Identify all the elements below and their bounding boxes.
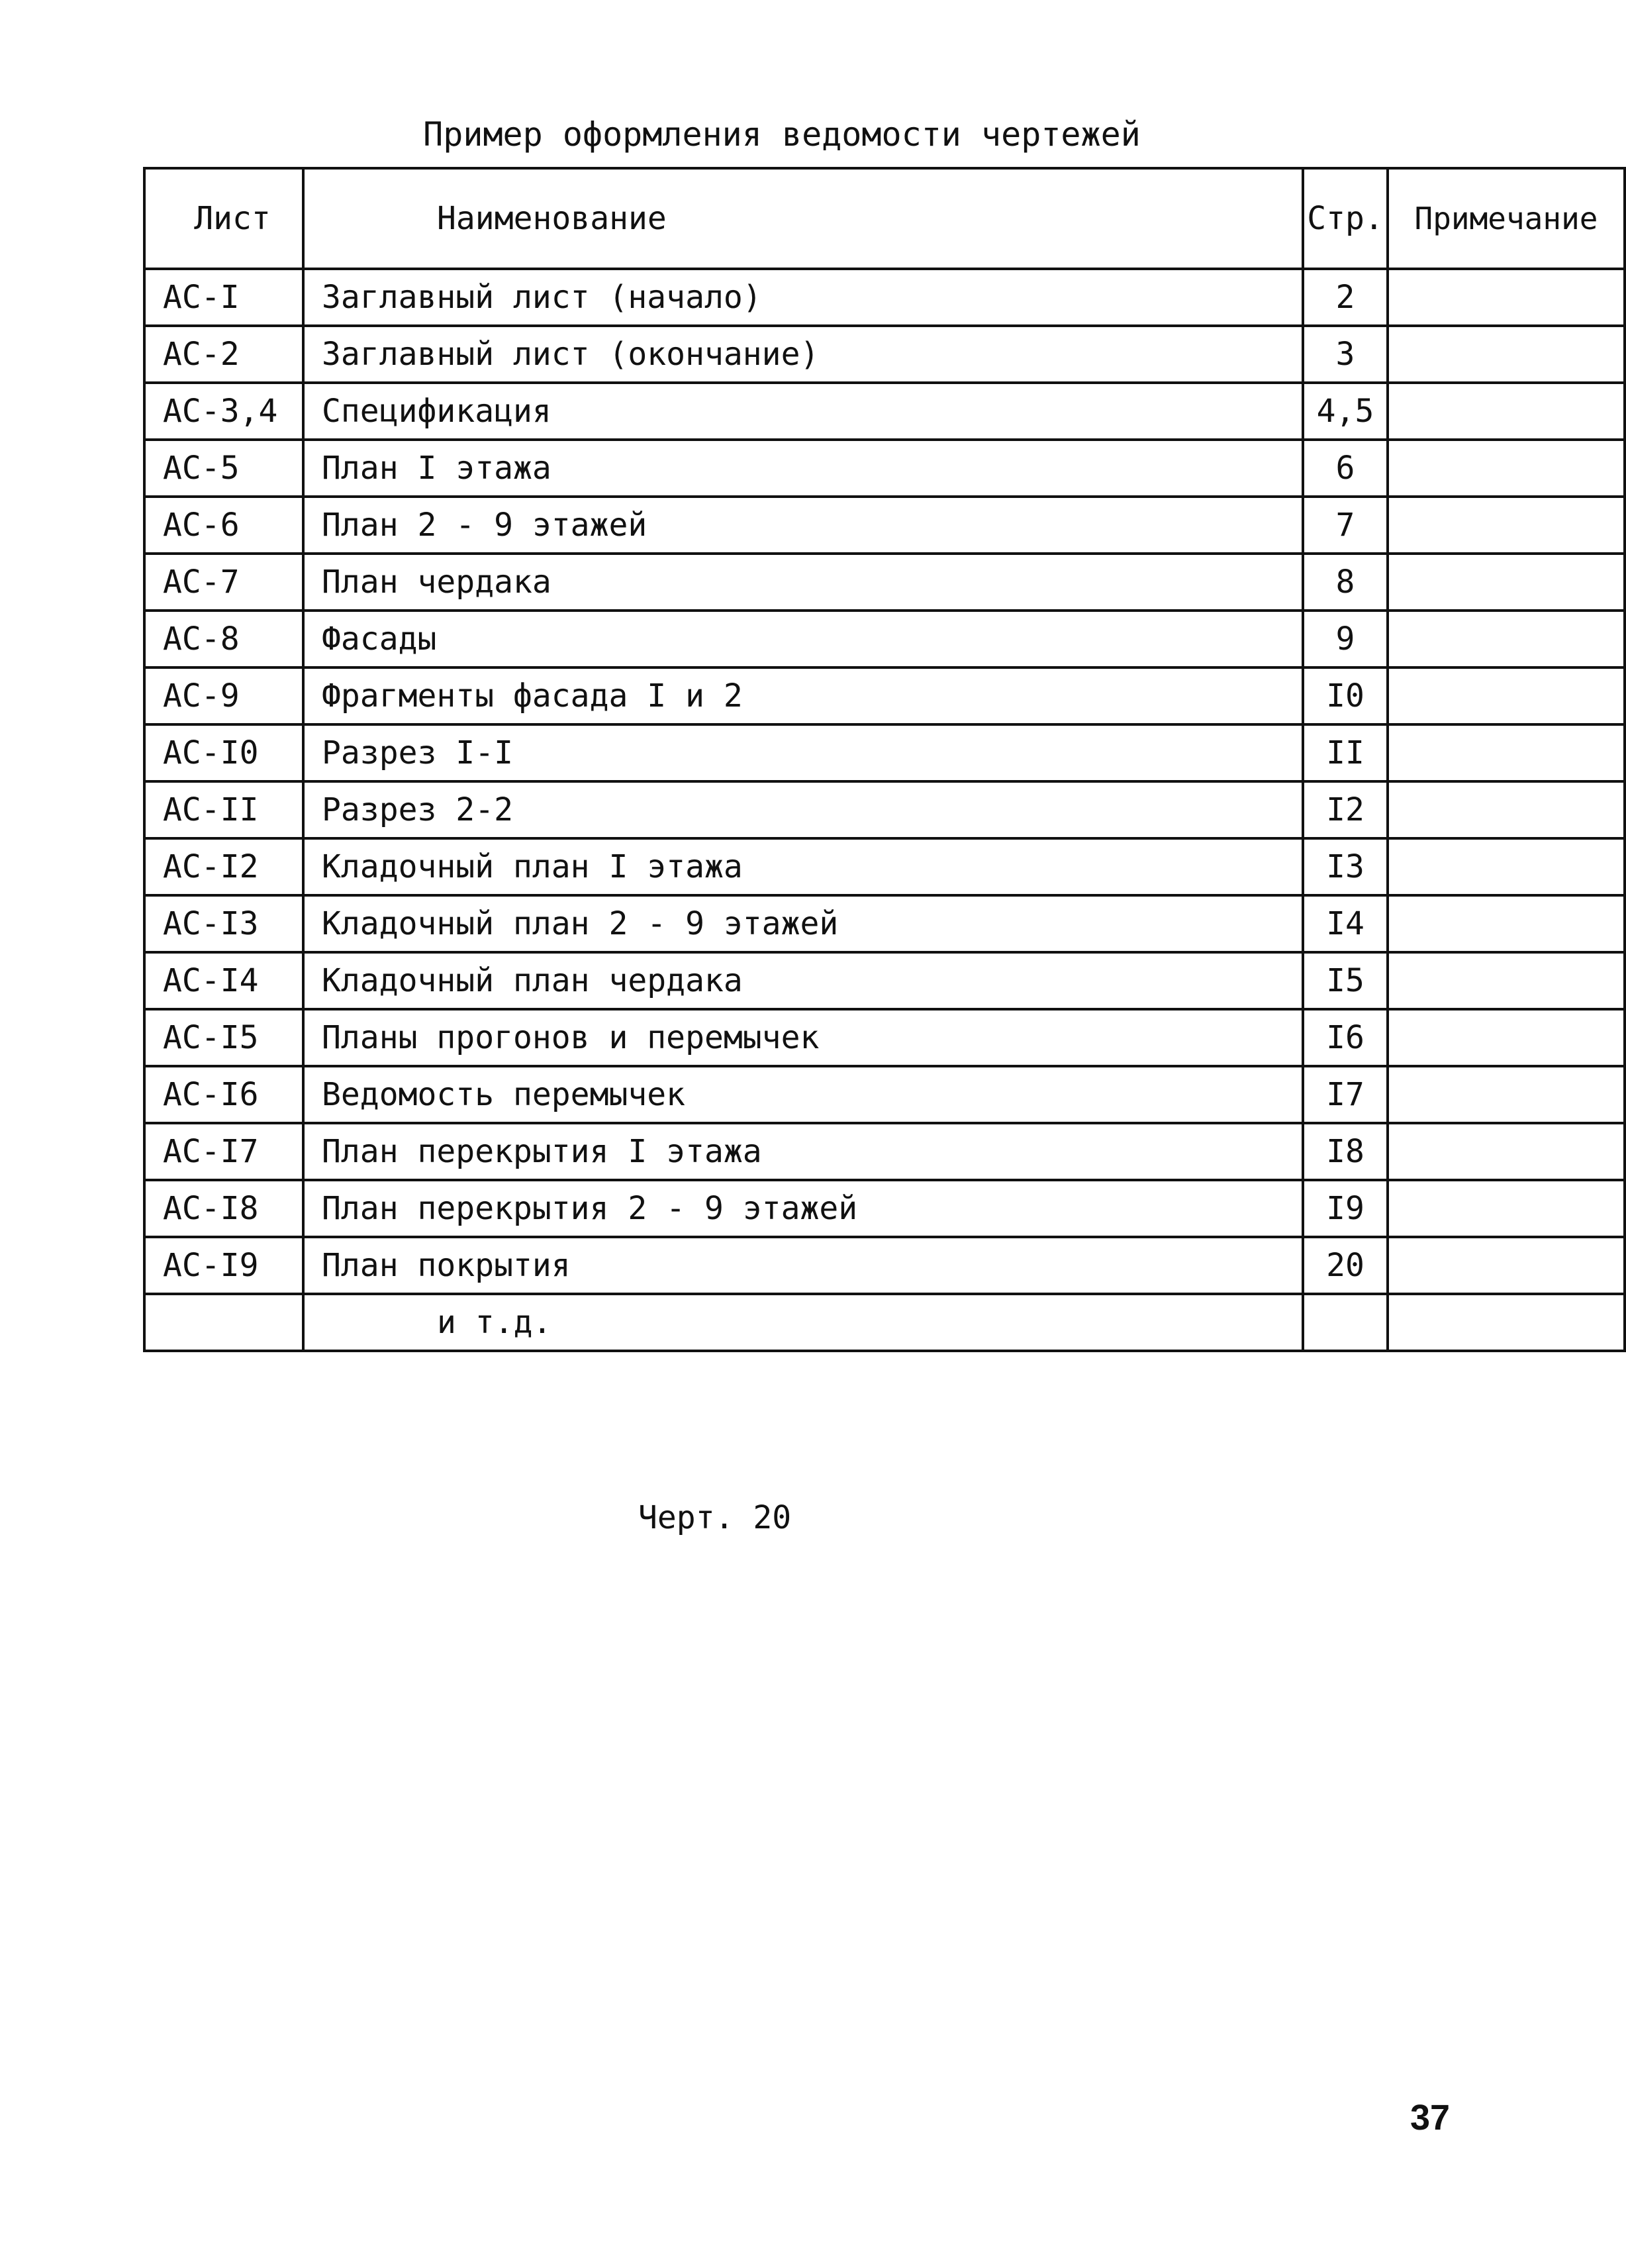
note-cell bbox=[1388, 1066, 1625, 1123]
table-row bbox=[144, 1066, 1625, 1123]
sheet-cell: АС-I6 bbox=[144, 1066, 303, 1123]
sheet-cell: АС-I8 bbox=[144, 1180, 303, 1237]
page-title: Пример оформления ведомости чертежей bbox=[423, 115, 1141, 154]
table-row bbox=[144, 1009, 1625, 1066]
table-row bbox=[144, 781, 1625, 838]
sheet-cell: АС-2 bbox=[144, 326, 303, 383]
page-cell: I4 bbox=[1303, 895, 1388, 952]
sheet-cell: АС-I0 bbox=[144, 724, 303, 781]
name-cell: План покрытия bbox=[303, 1237, 1303, 1294]
note-cell bbox=[1388, 1237, 1625, 1294]
sheet-cell: АС-6 bbox=[144, 497, 303, 554]
name-cell: План перекрытия 2 - 9 этажей bbox=[303, 1180, 1303, 1237]
header-sheet: Лист bbox=[144, 168, 303, 269]
note-cell bbox=[1388, 1294, 1625, 1351]
table-row bbox=[144, 554, 1625, 611]
table-row bbox=[144, 269, 1625, 326]
header-name: Наименование bbox=[303, 168, 1303, 269]
page-cell: II bbox=[1303, 724, 1388, 781]
table-header-row bbox=[144, 168, 1625, 269]
name-cell: Разрез 2-2 bbox=[303, 781, 1303, 838]
table-row bbox=[144, 497, 1625, 554]
page-cell: I2 bbox=[1303, 781, 1388, 838]
page-cell: 2 bbox=[1303, 269, 1388, 326]
note-cell bbox=[1388, 554, 1625, 611]
page-cell: I7 bbox=[1303, 1066, 1388, 1123]
figure-caption: Черт. 20 bbox=[638, 1499, 792, 1536]
page-cell: I3 bbox=[1303, 838, 1388, 895]
continuation-text: и т.д. bbox=[303, 1294, 1303, 1351]
name-cell: План перекрытия I этажа bbox=[303, 1123, 1303, 1180]
sheet-cell: АС-II bbox=[144, 781, 303, 838]
name-cell: Спецификация bbox=[303, 383, 1303, 440]
sheet-cell: АС-9 bbox=[144, 667, 303, 724]
header-page: Стр. bbox=[1303, 168, 1388, 269]
name-cell: План чердака bbox=[303, 554, 1303, 611]
name-cell: План I этажа bbox=[303, 440, 1303, 497]
sheet-cell: АС-I7 bbox=[144, 1123, 303, 1180]
note-cell bbox=[1388, 838, 1625, 895]
note-cell bbox=[1388, 611, 1625, 667]
note-cell bbox=[1388, 269, 1625, 326]
table-row bbox=[144, 952, 1625, 1009]
note-cell bbox=[1388, 326, 1625, 383]
name-cell: Фасады bbox=[303, 611, 1303, 667]
note-cell bbox=[1388, 497, 1625, 554]
page-cell: 9 bbox=[1303, 611, 1388, 667]
note-cell bbox=[1388, 383, 1625, 440]
sheet-cell: АС-I3 bbox=[144, 895, 303, 952]
sheet-cell: АС-3,4 bbox=[144, 383, 303, 440]
sheet-cell: АС-I9 bbox=[144, 1237, 303, 1294]
name-cell: План 2 - 9 этажей bbox=[303, 497, 1303, 554]
note-cell bbox=[1388, 667, 1625, 724]
name-cell: Разрез I-I bbox=[303, 724, 1303, 781]
table-row bbox=[144, 383, 1625, 440]
sheet-cell: АС-7 bbox=[144, 554, 303, 611]
sheet-cell: АС-8 bbox=[144, 611, 303, 667]
sheet-cell: АС-I4 bbox=[144, 952, 303, 1009]
page-cell: 20 bbox=[1303, 1237, 1388, 1294]
page-cell: I5 bbox=[1303, 952, 1388, 1009]
sheet-cell: АС-I2 bbox=[144, 838, 303, 895]
table-row bbox=[144, 440, 1625, 497]
sheet-cell bbox=[144, 1294, 303, 1351]
table-body bbox=[144, 269, 1625, 1351]
page-cell: I6 bbox=[1303, 1009, 1388, 1066]
name-cell: Заглавный лист (окончание) bbox=[303, 326, 1303, 383]
page-cell: I9 bbox=[1303, 1180, 1388, 1237]
drawings-register-table bbox=[143, 167, 1626, 1352]
table-row bbox=[144, 611, 1625, 667]
page-cell: 4,5 bbox=[1303, 383, 1388, 440]
note-cell bbox=[1388, 1123, 1625, 1180]
page-cell: I8 bbox=[1303, 1123, 1388, 1180]
table-row-continuation bbox=[144, 1294, 1625, 1351]
table-row bbox=[144, 667, 1625, 724]
table-row bbox=[144, 1123, 1625, 1180]
name-cell: Заглавный лист (начало) bbox=[303, 269, 1303, 326]
table-row bbox=[144, 1237, 1625, 1294]
page-cell: I0 bbox=[1303, 667, 1388, 724]
sheet-cell: АС-I bbox=[144, 269, 303, 326]
header-note: Примечание bbox=[1388, 168, 1625, 269]
sheet-cell: АС-5 bbox=[144, 440, 303, 497]
note-cell bbox=[1388, 895, 1625, 952]
table-row bbox=[144, 838, 1625, 895]
page-cell: 3 bbox=[1303, 326, 1388, 383]
table-row bbox=[144, 1180, 1625, 1237]
note-cell bbox=[1388, 781, 1625, 838]
note-cell bbox=[1388, 1009, 1625, 1066]
name-cell: Кладочный план 2 - 9 этажей bbox=[303, 895, 1303, 952]
table-row bbox=[144, 895, 1625, 952]
note-cell bbox=[1388, 724, 1625, 781]
name-cell: Фрагменты фасада I и 2 bbox=[303, 667, 1303, 724]
page-cell: 8 bbox=[1303, 554, 1388, 611]
table-header bbox=[144, 168, 1625, 269]
table-row bbox=[144, 326, 1625, 383]
page-number: 37 bbox=[1410, 2098, 1451, 2138]
note-cell bbox=[1388, 952, 1625, 1009]
note-cell bbox=[1388, 440, 1625, 497]
name-cell: Кладочный план I этажа bbox=[303, 838, 1303, 895]
page-cell: 7 bbox=[1303, 497, 1388, 554]
name-cell: Планы прогонов и перемычек bbox=[303, 1009, 1303, 1066]
table-row bbox=[144, 724, 1625, 781]
page-cell bbox=[1303, 1294, 1388, 1351]
sheet-cell: АС-I5 bbox=[144, 1009, 303, 1066]
name-cell: Кладочный план чердака bbox=[303, 952, 1303, 1009]
name-cell: Ведомость перемычек bbox=[303, 1066, 1303, 1123]
note-cell bbox=[1388, 1180, 1625, 1237]
page-cell: 6 bbox=[1303, 440, 1388, 497]
